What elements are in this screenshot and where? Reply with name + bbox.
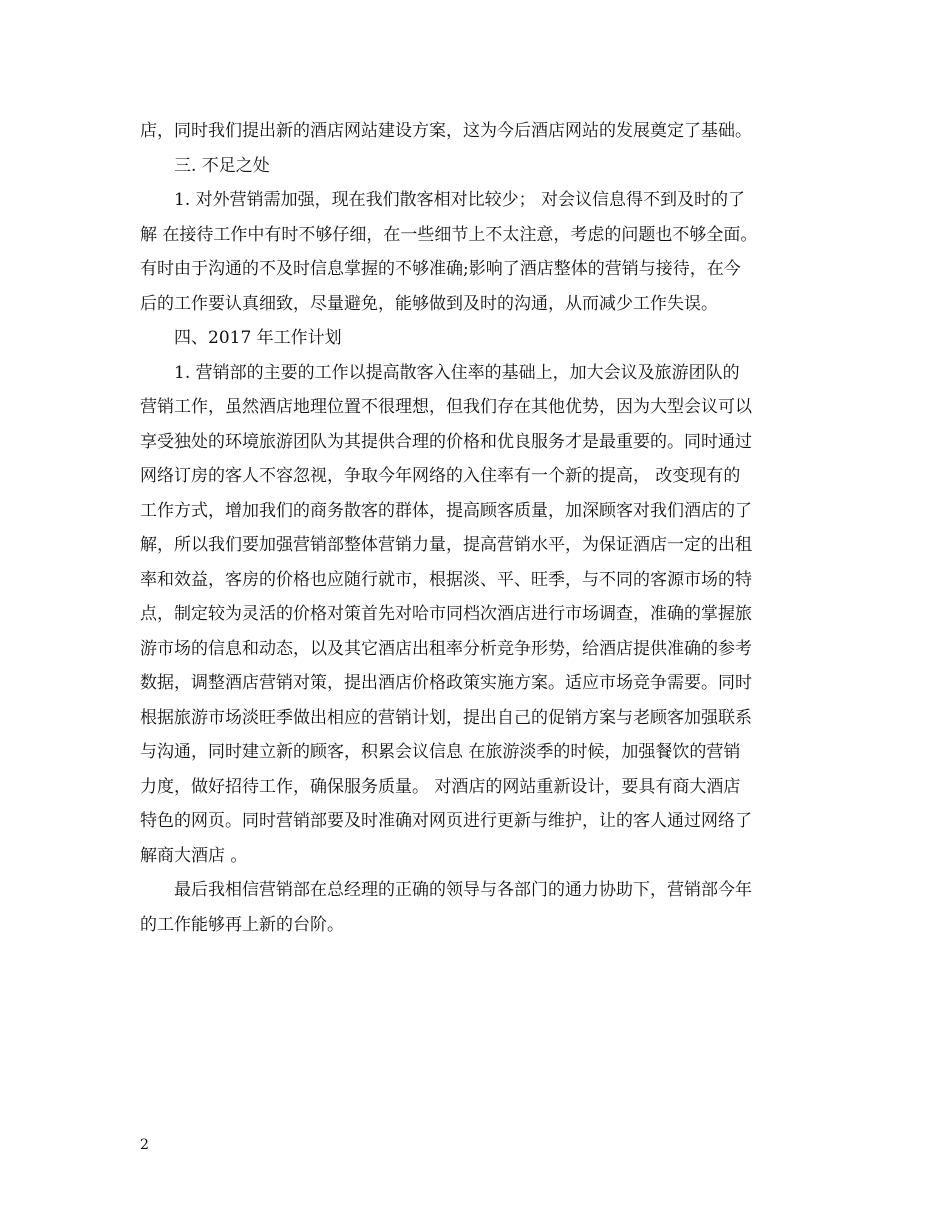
paragraph-line: 解 在接待工作中有时不够仔细，在一些细节上不太注意，考虑的问题也不够全面。 [140, 224, 758, 245]
paragraph-line: 游市场的信息和动态，以及其它酒店出租率分析竞争形势，给酒店提供准确的参考 [140, 638, 752, 659]
page-number: 2 [140, 1137, 149, 1153]
paragraph-line: 根据旅游市场淡旺季做出相应的营销计划，提出自己的促销方案与老顾客加强联系 [140, 707, 752, 728]
paragraph-line: 数据，调整酒店营销对策，提出酒店价格政策实施方案。适应市场竞争需要。同时 [140, 673, 752, 693]
paragraph-line: 有时由于沟通的不及时信息掌握的不够准确;影响了酒店整体的营销与接待，在今 [140, 259, 741, 279]
paragraph-line: 后的工作要认真细致，尽量避免，能够做到及时的沟通，从而减少工作失误。 [140, 293, 718, 314]
paragraph-line: 最后我相信营销部在总经理的正确的领导与各部门的通力协助下，营销部今年 [174, 880, 752, 900]
section-heading-work-plan: 四、2017 年工作计划 [174, 328, 342, 348]
paragraph-line: 1. 对外营销需加强，现在我们散客相对比较少； 对会议信息得不到及时的了 [174, 190, 746, 210]
paragraph-line: 力度，做好招待工作，确保服务质量。 对酒店的网站重新设计，要具有商大酒店 [140, 776, 741, 797]
paragraph-line: 享受独处的环境旅游团队为其提供合理的价格和优良服务才是最重要的。同时通过 [140, 431, 752, 452]
paragraph-line: 点，制定较为灵活的价格对策首先对哈市同档次酒店进行市场调查，准确的掌握旅 [140, 604, 752, 624]
paragraph-line: 与沟通，同时建立新的顾客，积累会议信息 在旅游淡季的时候，加强餐饮的营销 [140, 742, 741, 762]
paragraph-line: 率和效益，客房的价格也应随行就市，根据淡、平、旺季，与不同的客源市场的特 [140, 569, 752, 590]
paragraph-line: 1. 营销部的主要的工作以提高散客入住率的基础上，加大会议及旅游团队的 [174, 362, 740, 383]
section-heading-shortcomings: 三. 不足之处 [174, 155, 270, 176]
paragraph-line: 营销工作，虽然酒店地理位置不很理想，但我们存在其他优势，因为大型会议可以 [140, 397, 752, 417]
document-body [140, 114, 816, 942]
paragraph-line: 店，同时我们提出新的酒店网站建设方案，这为今后酒店网站的发展奠定了基础。 [140, 121, 752, 141]
paragraph-line: 工作方式，增加我们的商务散客的群体，提高顾客质量，加深顾客对我们酒店的了 [140, 500, 752, 521]
paragraph-line: 解商大酒店 。 [140, 845, 248, 866]
paragraph-line: 网络订房的客人不容忽视，争取今年网络的入住率有一个新的提高， 改变现有的 [140, 466, 741, 486]
paragraph-line: 特色的网页。同时营销部要及时准确对网页进行更新与维护，让的客人通过网络了 [140, 811, 752, 831]
paragraph-line: 的工作能够再上新的台阶。 [140, 914, 344, 935]
paragraph-line: 解，所以我们要加强营销部整体营销力量，提高营销水平，为保证酒店一定的出租 [140, 535, 752, 555]
